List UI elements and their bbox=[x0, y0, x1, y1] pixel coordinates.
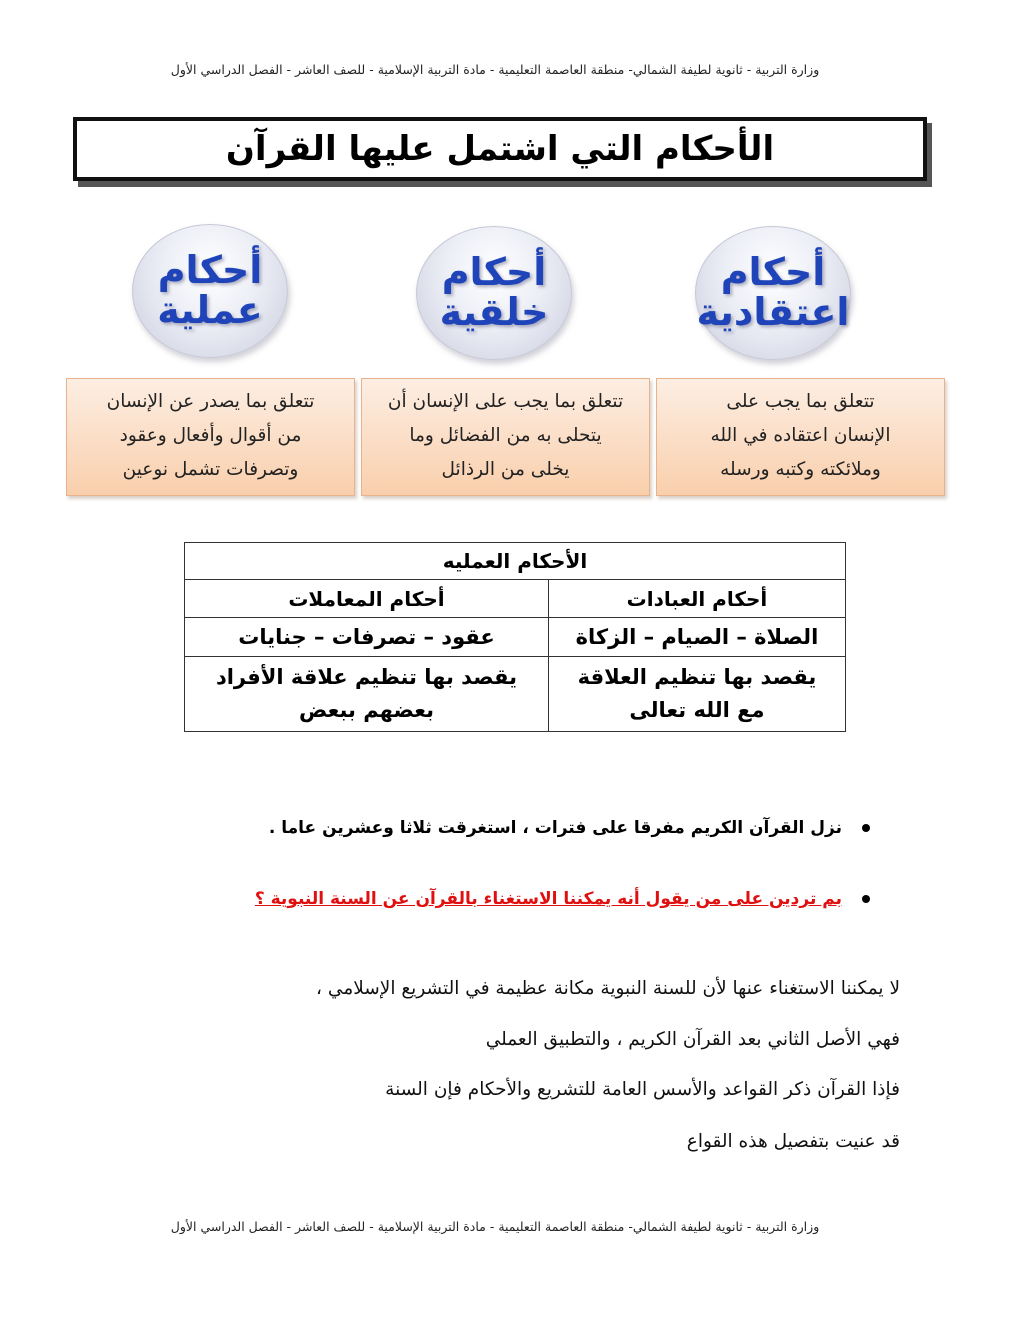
moral-circle-line1: أحكام bbox=[441, 250, 547, 295]
belief-circle-line2: اعتقادية bbox=[696, 290, 850, 334]
belief-rulings-circle bbox=[695, 226, 851, 360]
question-bullet bbox=[255, 889, 870, 909]
moral-description-box bbox=[361, 378, 650, 496]
table-row bbox=[185, 618, 846, 657]
bullet-dot-icon bbox=[862, 895, 870, 903]
transactions-purpose bbox=[185, 657, 549, 732]
worship-items: الصلاة – الصيام – الزكاة bbox=[548, 618, 845, 657]
moral-desc-line2: يتحلى به من الفضائل وما bbox=[409, 425, 602, 446]
belief-desc-line3: وملائكته وكتبه ورسله bbox=[720, 459, 881, 480]
worship-purpose bbox=[548, 657, 845, 732]
transactions-items: عقود – تصرفات – جنايات bbox=[185, 618, 549, 657]
answer-line: لا يمكننا الاستغناء عنها لأن للسنة النبوية مكانة عظيمة في التشريع الإسلامي ، bbox=[316, 978, 900, 999]
belief-circle-line1: أحكام bbox=[720, 250, 826, 295]
answer-line: قد عنيت بتفصيل هذه القواع bbox=[686, 1131, 900, 1152]
worship-purpose-line2: مع الله تعالى bbox=[629, 698, 765, 722]
moral-circle-line2: خلقية bbox=[439, 290, 549, 334]
table-caption-row bbox=[185, 543, 846, 580]
practical-circle-line2: عملية bbox=[157, 288, 263, 332]
moral-desc-line1: تتعلق بما يجب على الإنسان أن bbox=[387, 391, 624, 412]
practical-description-box bbox=[66, 378, 355, 496]
belief-desc-line2: الإنسان اعتقاده في الله bbox=[710, 425, 891, 446]
answer-line: فهي الأصل الثاني بعد القرآن الكريم ، والتطبيق العملي bbox=[485, 1029, 900, 1050]
page-footer: وزارة التربية - ثانوية لطيفة الشمالي- منطقة العاصمة التعليمية - مادة التربية الإسلامية - للصف العاشر - الفصل الدراسي الأول bbox=[170, 1219, 820, 1234]
moral-desc-line3: يخلى من الرذائل bbox=[441, 459, 570, 480]
transactions-header: أحكام المعاملات bbox=[185, 580, 549, 618]
practical-rulings-circle bbox=[132, 224, 288, 358]
belief-desc-line1: تتعلق بما يجب على bbox=[726, 391, 875, 412]
practical-circle-line1: أحكام bbox=[157, 248, 263, 293]
worship-header: أحكام العبادات bbox=[548, 580, 845, 618]
practical-desc-line1: تتعلق بما يصدر عن الإنسان bbox=[106, 391, 315, 412]
answer-line: فإذا القرآن ذكر القواعد والأسس العامة للتشريع والأحكام فإن السنة bbox=[385, 1079, 900, 1100]
title-box bbox=[73, 117, 927, 181]
table-row bbox=[185, 657, 846, 732]
transactions-purpose-line2: بعضهم ببعض bbox=[298, 698, 434, 722]
belief-description-box bbox=[656, 378, 945, 496]
fact-bullet bbox=[269, 818, 870, 838]
bullet-dot-icon bbox=[862, 824, 870, 832]
practical-rulings-table bbox=[184, 542, 846, 732]
table-caption: الأحكام العمليه bbox=[185, 543, 846, 580]
transactions-purpose-line1: يقصد بها تنظيم علاقة الأفراد bbox=[215, 665, 517, 689]
practical-desc-line3: وتصرفات تشمل نوعين bbox=[122, 459, 299, 480]
worship-purpose-line1: يقصد بها تنظيم العلاقة bbox=[577, 665, 817, 689]
moral-rulings-circle bbox=[416, 226, 572, 360]
question-bullet-text: بم تردين على من يقول أنه يمكننا الاستغناء بالقرآن عن السنة النبوية ؟ bbox=[254, 889, 842, 909]
fact-bullet-text: نزل القرآن الكريم مفرقا على فترات ، استغرقت ثلاثا وعشرين عاما . bbox=[268, 818, 842, 838]
table-row bbox=[185, 580, 846, 618]
page-header: وزارة التربية - ثانوية لطيفة الشمالي- منطقة العاصمة التعليمية - مادة التربية الإسلامية - للصف العاشر - الفصل الدراسي الأول bbox=[170, 62, 820, 77]
page-title: الأحكام التي اشتمل عليها القرآن bbox=[225, 129, 775, 169]
practical-desc-line2: من أقوال وأفعال وعقود bbox=[119, 425, 302, 446]
